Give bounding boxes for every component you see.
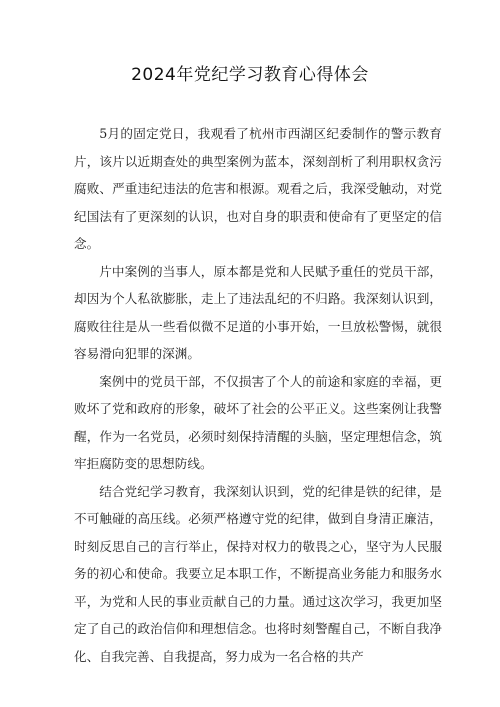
document-title: 2024年党纪学习教育心得体会 bbox=[131, 65, 369, 85]
paragraph-1: 5月的固定党日，我观看了杭州市西湖区纪委制作的警示教育片，该片以近期查处的典型案例为蓝本，深刻剖析了利用职权贪污腐败、严重违纪违法的危害和根源。观看之后，我深受触动，对党纪国法有了更深刻的认识，也对自身的职责和使命有了更坚定的信念。 bbox=[74, 126, 442, 251]
paragraph-2: 片中案例的当事人，原本都是党和人民赋予重任的党员干部，却因为个人私欲膨胀，走上了违法乱纪的不归路。我深刻认识到，腐败往往是从一些看似微不足道的小事开始，一旦放松警惕，就很容易滑向犯罪的深渊。 bbox=[74, 263, 442, 361]
document-body bbox=[74, 120, 442, 670]
paragraph-3: 案例中的党员干部，不仅损害了个人的前途和家庭的幸福，更败坏了党和政府的形象，破坏了社会的公平正义。这些案例让我警醒，作为一名党员，必须时刻保持清醒的头脑，坚定理想信念，筑牢拒腐防变的思想防线。 bbox=[74, 373, 442, 471]
paragraph-4: 结合党纪学习教育，我深刻认识到，党的纪律是铁的纪律，是不可触碰的高压线。必须严格遵守党的纪律，做到自身清正廉洁，时刻反思自己的言行举止，保持对权力的敬畏之心，坚守为人民服务的初心和使命。我要立足本职工作，不断提高业务能力和服务水平，为党和人民的事业贡献自己的力量。通过这次学习，我更加坚定了自己的政治信仰和理想信念。也将时刻警醒自己，不断自我净化、自我完善、自我提高，努力成为一名合格的共产 bbox=[74, 483, 442, 664]
